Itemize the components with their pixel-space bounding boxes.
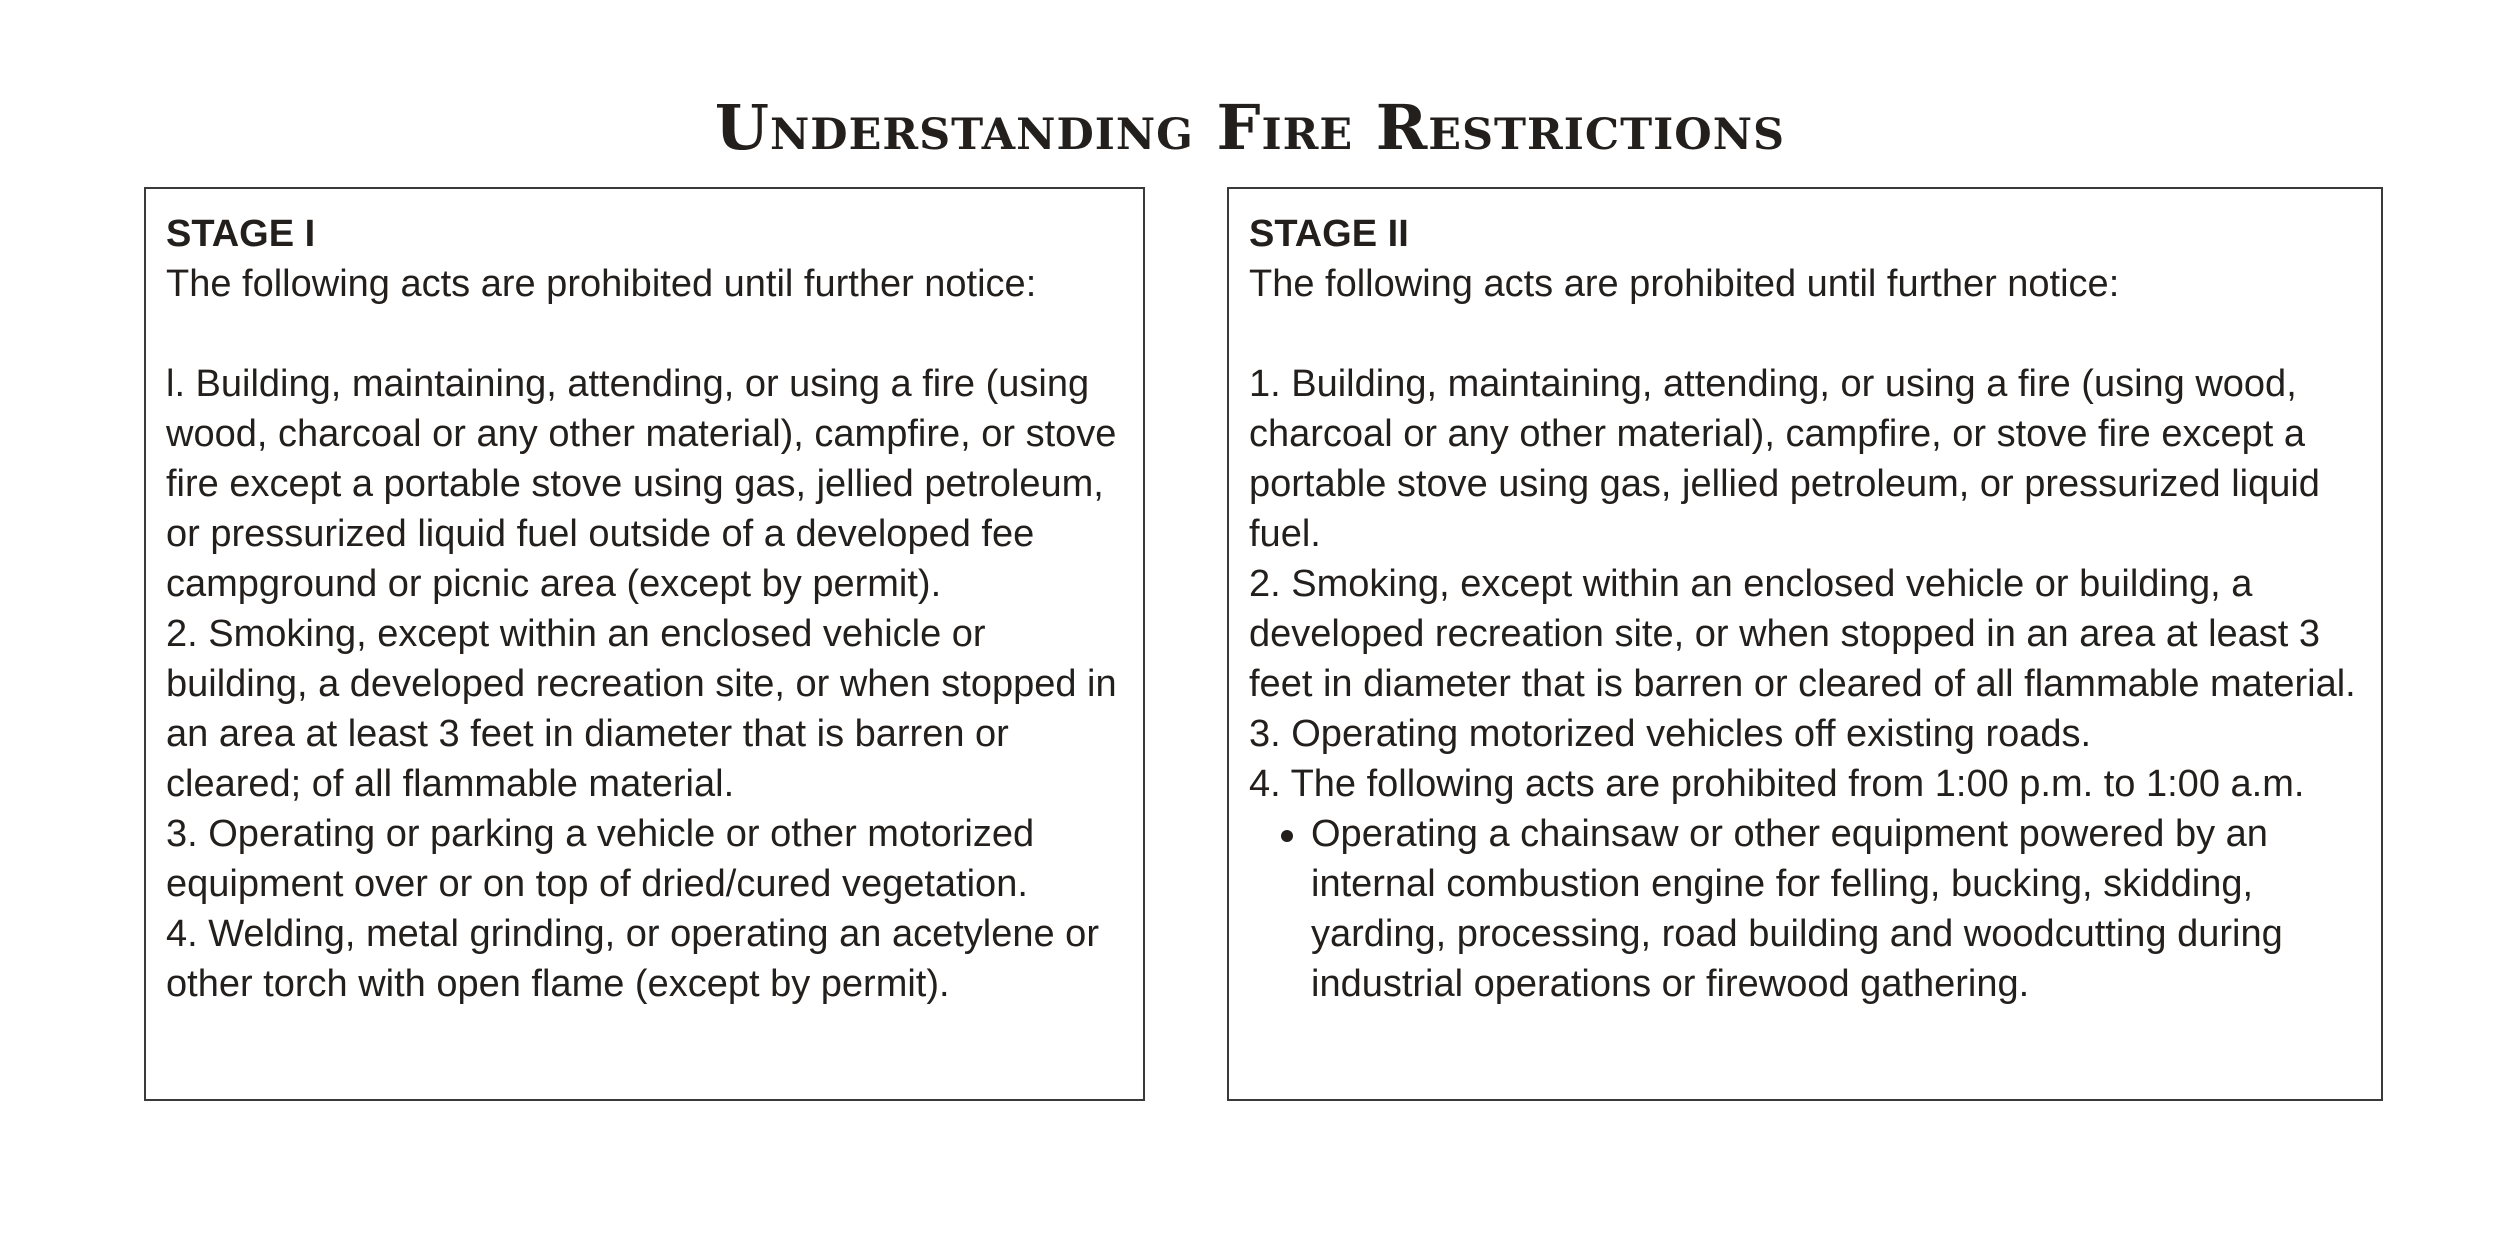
bullet-icon — [1281, 830, 1293, 842]
stage-2-subitem-text: Operating a chainsaw or other equipment powered by an internal combustion engine for felling, bucking, skidding, yarding, processing, road building and woodcutting during industrial operations or firewood gathering. — [1311, 813, 2283, 1005]
stage-1-item-1: l. Building, maintaining, attending, or using a fire (using wood, charcoal or any other material), campfire, or stove fire except a portable stove using gas, jellied petroleum, or pressurized liquid fuel outside of a developed fee campground or picnic area (except by permit). — [166, 363, 1117, 605]
spacer — [1249, 309, 2361, 359]
stage-2-subitem — [1249, 809, 2361, 1009]
spacer — [166, 309, 1123, 359]
page-title: Understanding Fire Restrictions — [714, 91, 1786, 164]
stage-2-intro: The following acts are prohibited until further notice: — [1249, 263, 2120, 305]
stage-2-item-2: 2. Smoking, except within an enclosed vehicle or building, a developed recreation site, or when stopped in an area at least 3 feet in diameter that is barren or cleared of all flammable material. — [1249, 563, 2356, 705]
stage-1-item-4: 4. Welding, metal grinding, or operating an acetylene or other torch with open flame (except by permit). — [166, 913, 1099, 1005]
stage-1-heading: STAGE I — [166, 213, 316, 255]
stage-2-heading: STAGE II — [1249, 213, 1409, 255]
stage-1-intro: The following acts are prohibited until further notice: — [166, 263, 1037, 305]
stage-1-item-2: 2. Smoking, except within an enclosed vehicle or building, a developed recreation site, or when stopped in an area at least 3 feet in diameter that is barren or cleared; of all flammable material. — [166, 613, 1117, 805]
stage-2-item-1: 1. Building, maintaining, attending, or using a fire (using wood, charcoal or any other material), campfire, or stove fire except a portable stove using gas, jellied petroleum, or pressurized liquid fuel. — [1249, 363, 2320, 555]
stage-2-item-4: 4. The following acts are prohibited from 1:00 p.m. to 1:00 a.m. — [1249, 763, 2305, 805]
stage-2-item-3: 3. Operating motorized vehicles off existing roads. — [1249, 713, 2092, 755]
stage-2-panel — [1227, 187, 2383, 1101]
stage-1-panel — [144, 187, 1145, 1101]
stage-1-item-3: 3. Operating or parking a vehicle or other motorized equipment over or on top of dried/cured vegetation. — [166, 813, 1035, 905]
